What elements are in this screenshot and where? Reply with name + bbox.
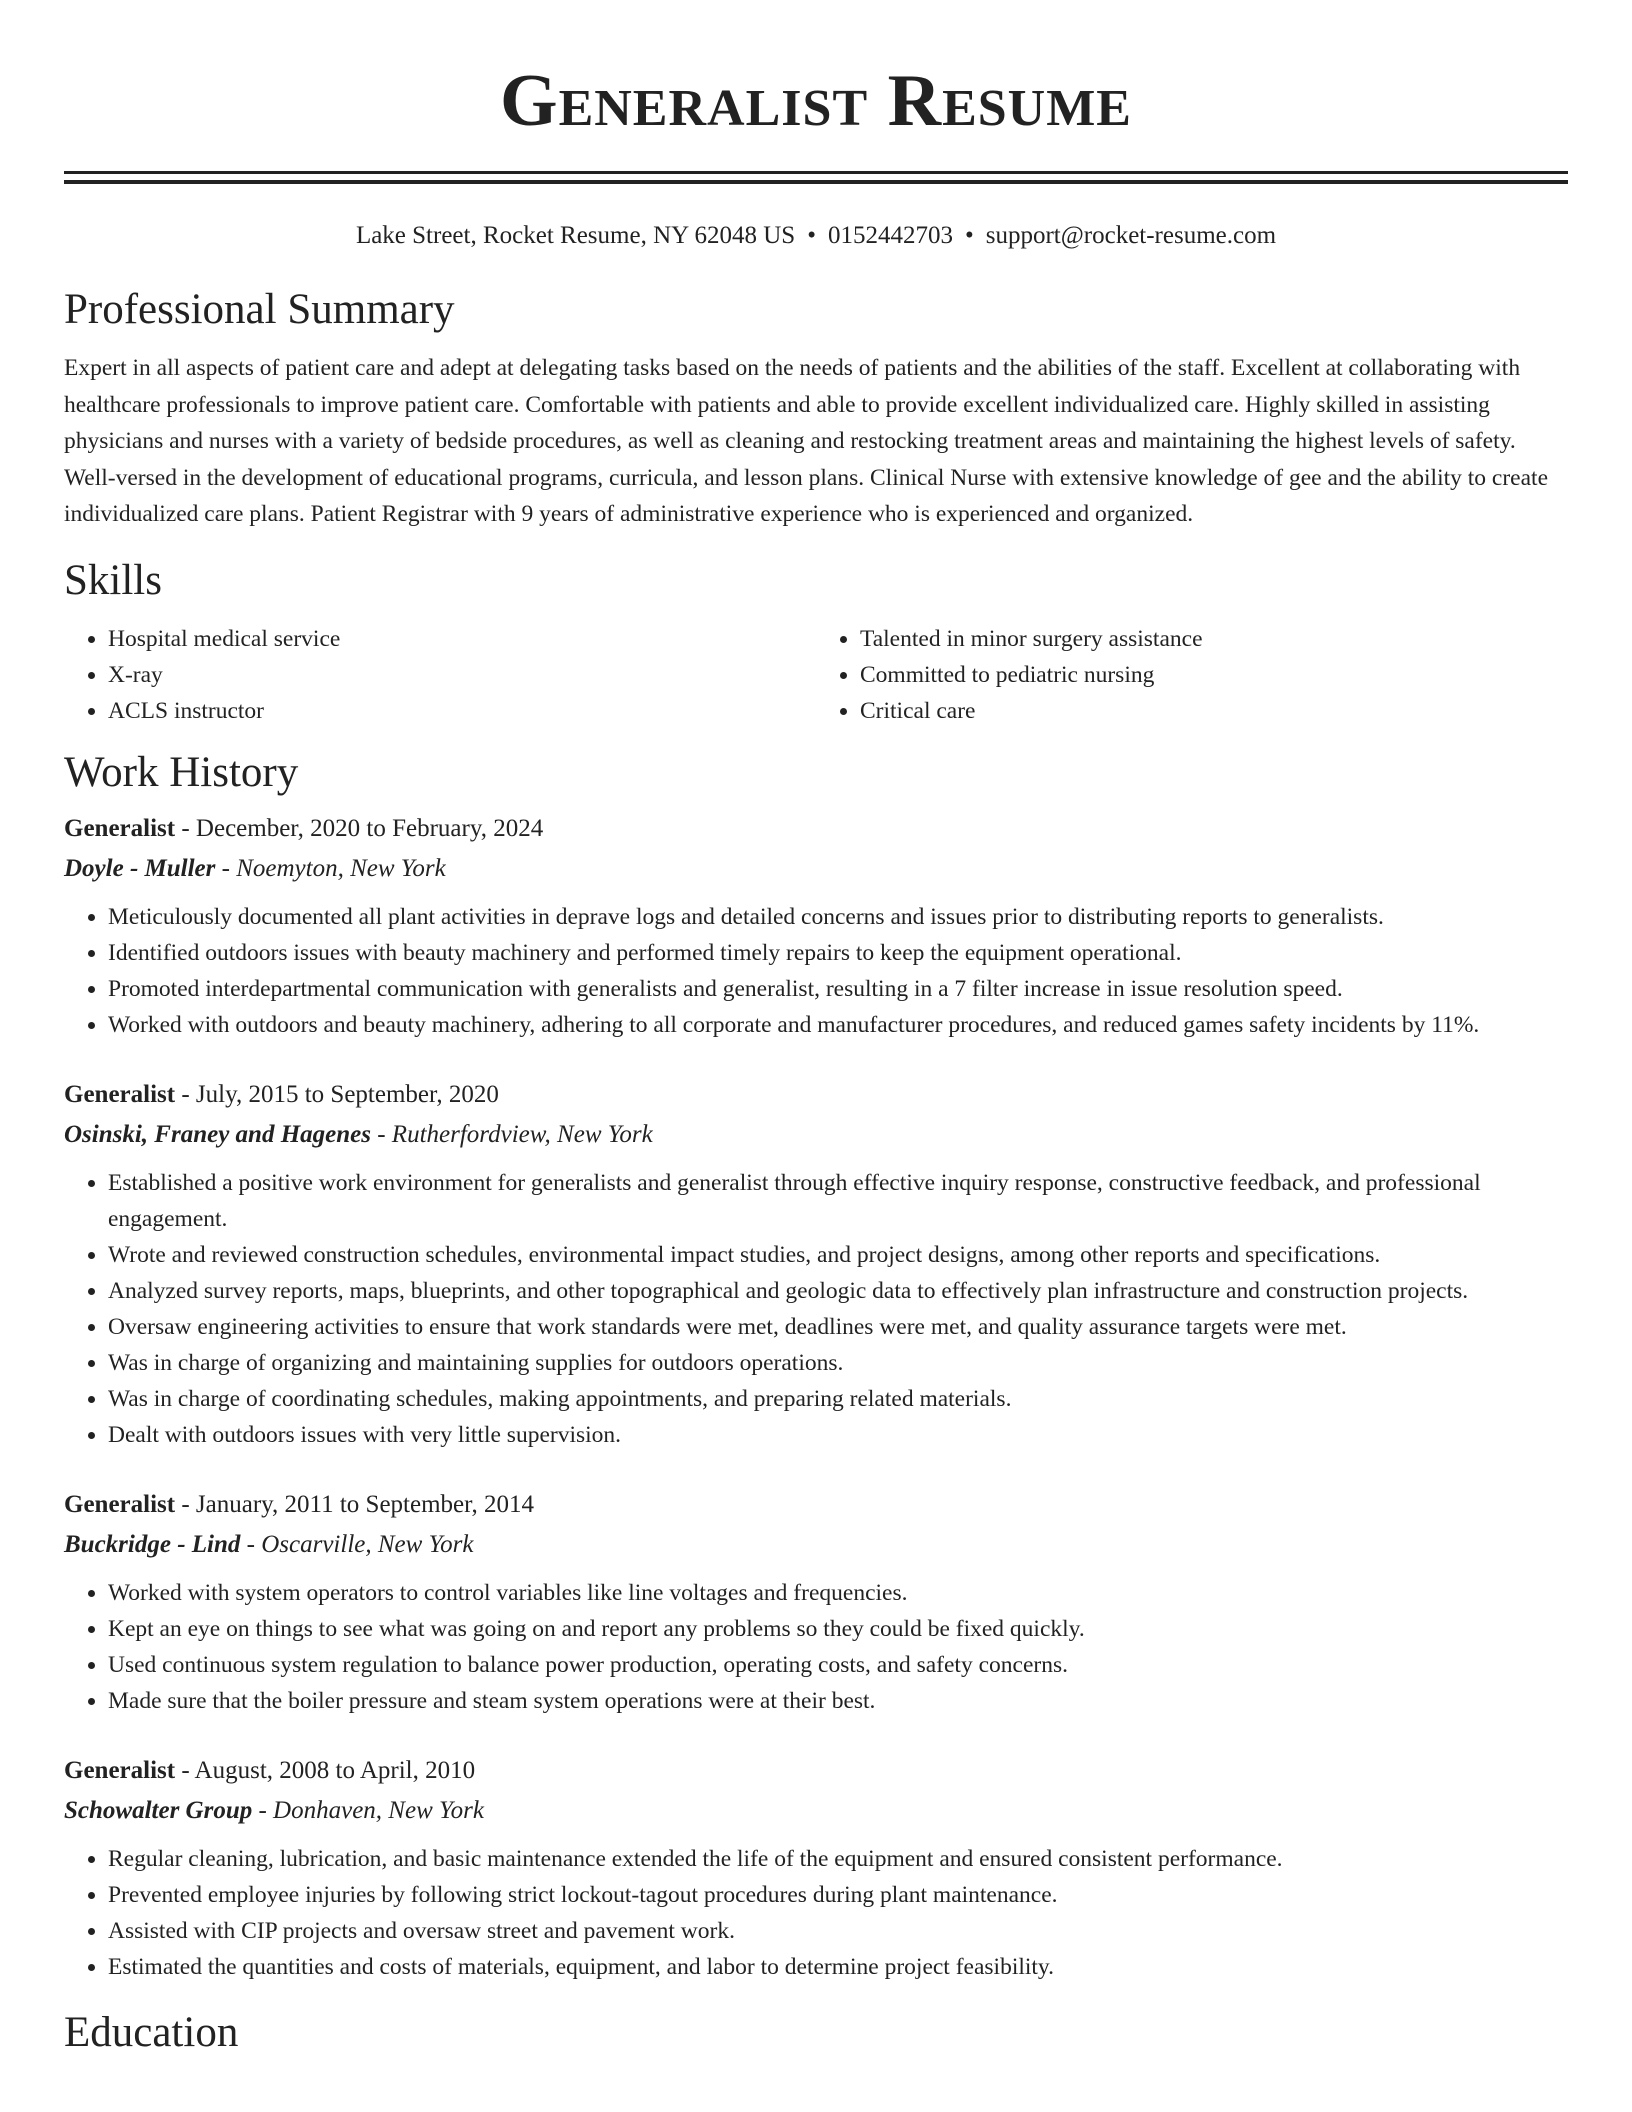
job-company: Osinski, Franey and Hagenes (64, 1120, 371, 1148)
education-heading: Education (64, 2008, 239, 2056)
job-company-line (64, 849, 1568, 889)
job-company-line (64, 1525, 1568, 1565)
job-entry (64, 809, 1568, 1043)
job-bullet: • Oversaw engineering activities to ensure that work standards were met, deadlines were met, and quality assurance targets were met. (108, 1309, 1568, 1345)
skill-item: • Committed to pediatric nursing (860, 657, 1568, 693)
job-entry (64, 1075, 1568, 1453)
job-bullets (64, 1841, 1568, 1985)
job-bullet: • Promoted interdepartmental communication with generalists and generalist, resulting in a 7 filter increase in issue resolution speed. (108, 971, 1568, 1007)
job-bullet: • Established a positive work environment for generalists and generalist through effective inquiry response, constructive feedback, and professional engagement. (108, 1165, 1568, 1237)
work-history-heading: Work History (64, 748, 299, 796)
contact-line (64, 220, 1568, 252)
skill-item: • Hospital medical service (108, 621, 816, 657)
job-title-line (64, 809, 1568, 849)
summary-heading: Professional Summary (64, 286, 455, 333)
job-company: Doyle - Muller (64, 854, 216, 882)
contact-email: support@rocket-resume.com (985, 222, 1277, 249)
skills-section (64, 555, 1568, 729)
job-bullet: • Prevented employee injuries by following strict lockout-tagout procedures during plant maintenance. (108, 1877, 1568, 1913)
skill-item: • Talented in minor surgery assistance (860, 621, 1568, 657)
job-company: Buckridge - Lind (64, 1530, 241, 1558)
skills-heading: Skills (64, 556, 162, 604)
contact-separator: • (807, 222, 816, 249)
job-dates: - January, 2011 to September, 2014 (175, 1490, 534, 1518)
skill-item: • X-ray (108, 657, 816, 693)
job-bullet: • Was in charge of coordinating schedules, making appointments, and preparing related materials. (108, 1381, 1568, 1417)
job-dates: - August, 2008 to April, 2010 (175, 1756, 476, 1784)
document-title: Generalist Resume (500, 60, 1132, 142)
job-bullet: • Made sure that the boiler pressure and steam system operations were at their best. (108, 1683, 1568, 1719)
title-divider-top (64, 171, 1568, 174)
skills-right-list (816, 621, 1568, 729)
contact-address: Lake Street, Rocket Resume, NY 62048 US (355, 222, 796, 249)
skill-item: • ACLS instructor (108, 693, 816, 729)
job-entry (64, 1485, 1568, 1719)
job-dates: - July, 2015 to September, 2020 (175, 1080, 499, 1108)
job-title: Generalist (64, 1080, 176, 1108)
job-bullets (64, 1165, 1568, 1453)
job-bullet: • Worked with outdoors and beauty machinery, adhering to all corporate and manufacturer procedures, and reduced games safety incidents by 11%. (108, 1007, 1568, 1043)
job-company-line (64, 1791, 1568, 1831)
contact-phone: 0152442703 (827, 222, 953, 249)
summary-section (64, 284, 1568, 533)
job-bullets (64, 899, 1568, 1043)
title-divider-bottom (64, 180, 1568, 184)
job-bullets (64, 1575, 1568, 1719)
job-title: Generalist (64, 814, 176, 842)
job-title: Generalist (64, 1756, 176, 1784)
job-title-line (64, 1751, 1568, 1791)
job-bullet: • Was in charge of organizing and maintaining supplies for outdoors operations. (108, 1345, 1568, 1381)
job-bullet: • Dealt with outdoors issues with very little supervision. (108, 1417, 1568, 1453)
job-location: - Rutherfordview, New York (370, 1120, 653, 1148)
skill-item: • Critical care (860, 693, 1568, 729)
job-bullet: • Estimated the quantities and costs of materials, equipment, and labor to determine project feasibility. (108, 1949, 1568, 1985)
job-location: - Oscarville, New York (240, 1530, 474, 1558)
job-bullet: • Worked with system operators to control variables like line voltages and frequencies. (108, 1575, 1568, 1611)
job-bullet: • Assisted with CIP projects and oversaw street and pavement work. (108, 1913, 1568, 1949)
job-company-line (64, 1115, 1568, 1155)
job-location: - Donhaven, New York (252, 1796, 484, 1824)
job-dates: - December, 2020 to February, 2024 (175, 814, 544, 842)
job-bullet: • Used continuous system regulation to balance power production, operating costs, and safety concerns. (108, 1647, 1568, 1683)
job-company: Schowalter Group (64, 1796, 253, 1824)
skills-left-list (64, 621, 816, 729)
job-title-line (64, 1075, 1568, 1115)
job-bullet: • Identified outdoors issues with beauty machinery and performed timely repairs to keep the equipment operational. (108, 935, 1568, 971)
job-location: - Noemyton, New York (215, 854, 446, 882)
summary-text: Expert in all aspects of patient care and adept at delegating tasks based on the needs of patients and the abilities of the staff. Excellent at collaborating with healthcare professionals to improve patient care. Comfortable with patients and able to provide excellent individualized care. Highly skilled in assisting physicians and nurses with a variety of bedside procedures, as well as cleaning and restocking treatment areas and maintaining the highest levels of safety. Well-versed in the development of educational programs, curricula, and lesson plans. Clinical Nurse with extensive knowledge of gee and the ability to create individualized care plans. Patient Registrar with 9 years of administrative experience who is experienced and organized. (64, 355, 1548, 527)
contact-separator: • (964, 222, 974, 249)
work-history-section (64, 747, 1568, 1985)
job-bullet: • Meticulously documented all plant activities in deprave logs and detailed concerns and issues prior to distributing reports to generalists. (108, 899, 1568, 935)
job-bullet: • Kept an eye on things to see what was going on and report any problems so they could be fixed quickly. (108, 1611, 1568, 1647)
education-section (64, 2007, 1568, 2059)
job-title-line (64, 1485, 1568, 1525)
skills-columns (64, 621, 1568, 729)
job-bullet: • Wrote and reviewed construction schedules, environmental impact studies, and project designs, among other reports and specifications. (108, 1237, 1568, 1273)
job-bullet: • Analyzed survey reports, maps, blueprints, and other topographical and geologic data to effectively plan infrastructure and construction projects. (108, 1273, 1568, 1309)
job-entry (64, 1751, 1568, 1985)
job-bullet: • Regular cleaning, lubrication, and basic maintenance extended the life of the equipment and ensured consistent performance. (108, 1841, 1568, 1877)
job-title: Generalist (64, 1490, 176, 1518)
